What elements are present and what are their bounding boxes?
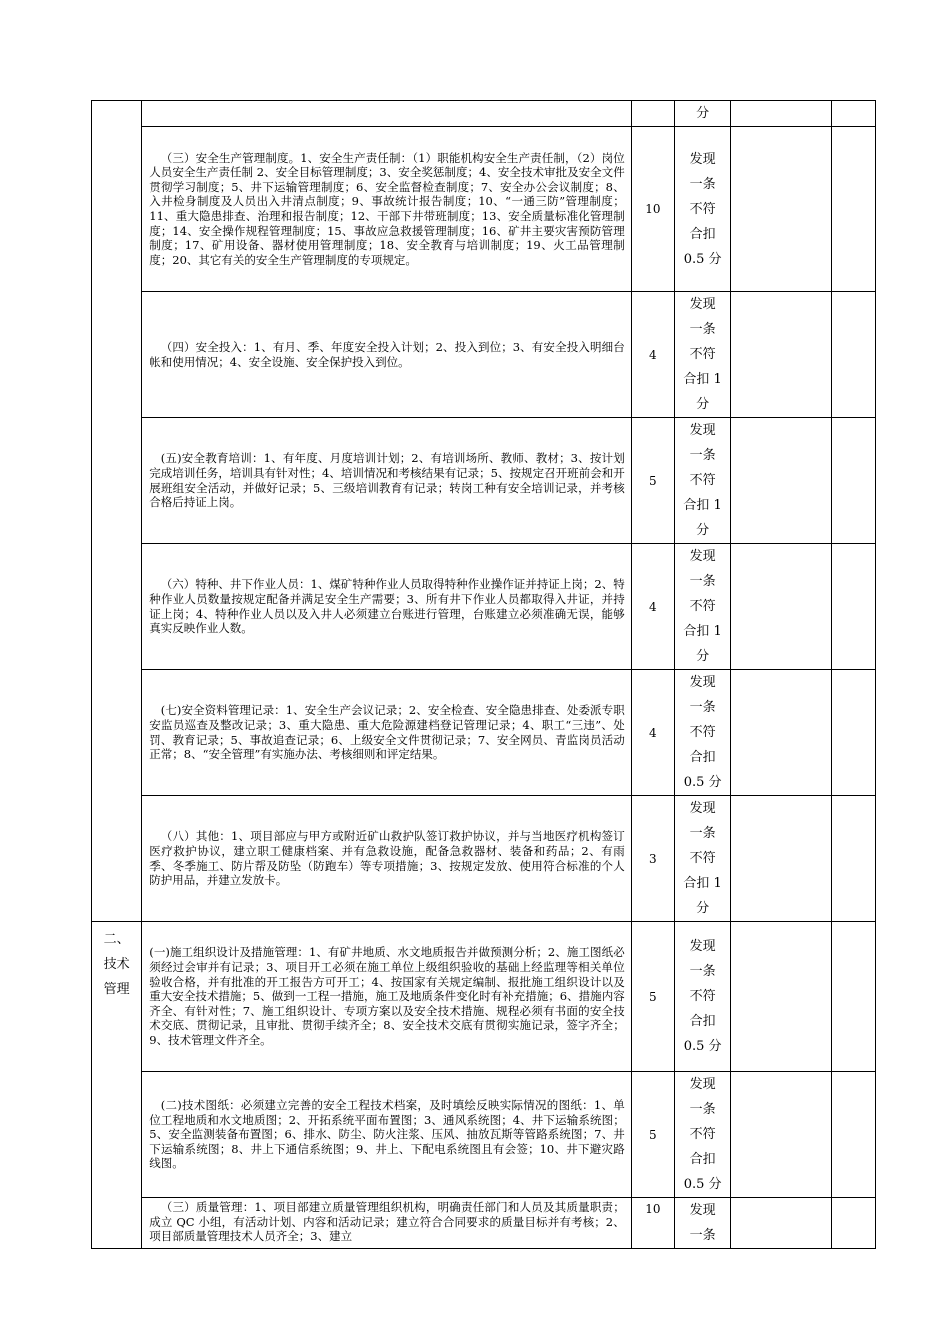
inspection-table xyxy=(91,100,876,1249)
remark-cell xyxy=(831,670,875,796)
points-cell: 5 xyxy=(631,922,674,1072)
criteria-line: 0.5 分 xyxy=(683,1039,722,1054)
score-cell xyxy=(731,796,832,922)
criteria-line: 不符 xyxy=(689,725,716,740)
criteria-line: 发现 xyxy=(689,939,716,954)
table-row xyxy=(92,796,876,922)
points-cell: 4 xyxy=(631,544,674,670)
criteria-cell xyxy=(674,101,730,127)
criteria-line: 一条 xyxy=(689,964,716,979)
table-row xyxy=(92,101,876,127)
remark-cell xyxy=(831,796,875,922)
criteria-line: 分 xyxy=(696,649,710,664)
points-cell: 3 xyxy=(631,796,674,922)
criteria-line: 不符 xyxy=(689,1127,716,1142)
item-cell: （三）安全生产管理制度。1、安全生产责任制：（1）职能机构安全生产责任制，（2）岗位人员安全生产责任制 2、安全目标管理制度；3、安全奖惩制度；4、安全技术审批及安全文件贯彻学习制度；5、井下运输管理制度；6、安全监督检查制度；7、安全办公会议制度；8、入井检身制度及人员出入井清点制度；9、事故统计报告制度；10、“一通三防”管理制度；11、重大隐患排查、治理和报告制度；12、干部下井带班制度；13、安全质量标准化管理制度；14、安全操作规程管理制度；15、事故应急救援管理制度；16、矿井主要灾害预防管理制度；17、矿用设备、器材使用管理制度；18、安全教育与培训制度；19、火工品管理制度；20、其它有关的安全生产管理制度的专项规定。 xyxy=(142,127,631,292)
criteria-cell xyxy=(674,796,730,922)
item-cell: (一)施工组织设计及措施管理：1、有矿井地质、水文地质报告并做预测分析；2、施工图纸必须经过会审并有记录；3、项目开工必须在施工单位上级组织验收的基础上经监理等相关单位验收合格，并有批准的开工报告方可开工；4、按国家有关规定编制、报批施工组织设计以及重大安全技术措施；5、做到一工程一措施，施工及地质条件变化时有补充措施；6、措施内容齐全、有针对性；7、施工组织设计、专项方案以及安全技术措施、规程必须有书面的安全技术交底、贯彻记录，且审批、贯彻手续齐全；8、安全技术交底有贯彻实施记录，签字齐全；9、技术管理文件齐全。 xyxy=(142,922,631,1072)
criteria-cell xyxy=(674,544,730,670)
table-row xyxy=(92,670,876,796)
criteria-line: 合扣 1 xyxy=(683,498,722,513)
item-cell: (七)安全资料管理记录：1、安全生产会议记录；2、安全检查、安全隐患排查、处委派专职安监员巡查及整改记录；3、重大隐患、重大危险源建档登记管理记录；4、职工“三违”、处罚、教育记录；5、事故追查记录；6、上级安全文件贯彻记录；7、安全网员、青监岗员活动正常；8、“安全管理”有实施办法、考核细则和评定结果。 xyxy=(142,670,631,796)
criteria-line: 分 xyxy=(696,106,710,121)
remark-cell xyxy=(831,101,875,127)
item-cell: (五)安全教育培训：1、有年度、月度培训计划；2、有培训场所、教师、教材；3、按计划完成培训任务，培训具有针对性；4、培训情况和考核结果有记录；5、按规定召开班前会和开展班组安全活动，并做好记录；5、三级培训教育有记录；转岗工种有安全培训记录，并考核合格后持证上岗。 xyxy=(142,418,631,544)
category-line: 管理 xyxy=(103,982,130,997)
criteria-cell xyxy=(674,1198,730,1249)
criteria-line: 发现 xyxy=(689,549,716,564)
table-row xyxy=(92,1198,876,1249)
criteria-line: 不符 xyxy=(689,599,716,614)
table-row xyxy=(92,1072,876,1198)
remark-cell xyxy=(831,418,875,544)
remark-cell xyxy=(831,544,875,670)
criteria-line: 不符 xyxy=(689,989,716,1004)
points-cell: 5 xyxy=(631,418,674,544)
criteria-line: 发现 xyxy=(689,297,716,312)
score-cell xyxy=(731,922,832,1072)
criteria-line: 一条 xyxy=(689,1102,716,1117)
criteria-line: 0.5 分 xyxy=(683,1177,722,1192)
item-cell: （四）安全投入：1、有月、季、年度安全投入计划；2、投入到位；3、有安全投入明细台帐和使用情况；4、安全设施、安全保护投入到位。 xyxy=(142,292,631,418)
score-cell xyxy=(731,670,832,796)
criteria-line: 合扣 1 xyxy=(683,624,722,639)
criteria-cell xyxy=(674,670,730,796)
criteria-cell xyxy=(674,292,730,418)
score-cell xyxy=(731,292,832,418)
score-cell xyxy=(731,1198,832,1249)
criteria-line: 合扣 1 xyxy=(683,876,722,891)
criteria-line: 合扣 xyxy=(689,1152,716,1167)
score-cell xyxy=(731,418,832,544)
criteria-line: 分 xyxy=(696,901,710,916)
criteria-cell xyxy=(674,922,730,1072)
table-row xyxy=(92,292,876,418)
criteria-line: 发现 xyxy=(689,675,716,690)
criteria-line: 不符 xyxy=(689,473,716,488)
criteria-line: 0.5 分 xyxy=(683,775,722,790)
table-row xyxy=(92,922,876,1072)
criteria-line: 一条 xyxy=(689,574,716,589)
criteria-line: 不符 xyxy=(689,201,716,217)
score-cell xyxy=(731,544,832,670)
criteria-line: 不符 xyxy=(689,851,716,866)
criteria-cell xyxy=(674,1072,730,1198)
criteria-line: 合扣 xyxy=(689,1014,716,1029)
criteria-line: 一条 xyxy=(689,826,716,841)
remark-cell xyxy=(831,922,875,1072)
item-cell: （八）其他：1、项目部应与甲方或附近矿山救护队签订救护协议，并与当地医疗机构签订医疗救护协议，建立职工健康档案、并有急救设施，配备急救器材、装备和药品；2、有雨季、冬季施工、防片帮及防坠（防跑车）等专项措施；3、按规定发放、使用符合标准的个人防护用品，并建立发放卡。 xyxy=(142,796,631,922)
criteria-line: 一条 xyxy=(689,700,716,715)
category-line: 技术 xyxy=(103,957,130,972)
criteria-cell xyxy=(674,418,730,544)
criteria-line: 分 xyxy=(696,397,710,412)
criteria-line: 发现 xyxy=(689,151,716,167)
category-label xyxy=(92,922,141,1002)
points-cell: 4 xyxy=(631,670,674,796)
criteria-cell xyxy=(674,127,730,292)
criteria-line: 一条 xyxy=(689,448,716,463)
table-row xyxy=(92,544,876,670)
points-cell: 10 xyxy=(631,127,674,292)
remark-cell xyxy=(831,1198,875,1249)
criteria-line: 发现 xyxy=(689,1203,716,1218)
criteria-line: 一条 xyxy=(689,322,716,337)
criteria-line: 发现 xyxy=(689,801,716,816)
category-cell-safety xyxy=(92,101,142,922)
table-row xyxy=(92,127,876,292)
remark-cell xyxy=(831,292,875,418)
category-line: 二、 xyxy=(103,932,130,947)
points-cell: 10 xyxy=(631,1198,674,1249)
item-cell: （六）特种、井下作业人员：1、煤矿特种作业人员取得特种作业操作证并持证上岗；2、特种作业人员数量按规定配备并满足安全生产需要；3、所有井下作业人员都取得入井证，并持证上岗；4、特种作业人员以及入井人必须建立台账进行管理，台账建立必须准确无误，能够真实反映作业人数。 xyxy=(142,544,631,670)
criteria-line: 合扣 xyxy=(689,750,716,765)
item-cell: （三）质量管理：1、项目部建立质量管理组织机构，明确责任部门和人员及其质量职责；成立 QC 小组，有活动计划、内容和活动记录；建立符合合同要求的质量目标并有考核；2、项目部质量管理技术人员齐全；3、建立 xyxy=(142,1198,631,1249)
score-cell xyxy=(731,101,832,127)
item-cell xyxy=(142,101,631,127)
category-cell-tech xyxy=(92,922,142,1249)
score-cell xyxy=(731,127,832,292)
table-row xyxy=(92,418,876,544)
remark-cell xyxy=(831,127,875,292)
points-cell xyxy=(631,101,674,127)
criteria-line: 分 xyxy=(696,523,710,538)
item-cell: (二)技术图纸：必须建立完善的安全工程技术档案，及时填绘反映实际情况的图纸：1、单位工程地质和水文地质图；2、开拓系统平面布置图；3、通风系统图；4、井下运输系统图；5、安全监测装备布置图；6、排水、防尘、防火注浆、压风、抽放瓦斯等管路系统图；7、井下运输系统图；8、井上下通信系统图；9、井上、下配电系统图且有会签；10、井下避灾路线图。 xyxy=(142,1072,631,1198)
criteria-line: 一条 xyxy=(689,176,716,192)
points-cell: 5 xyxy=(631,1072,674,1198)
criteria-line: 合扣 xyxy=(689,226,716,242)
criteria-line: 0.5 分 xyxy=(683,251,722,267)
criteria-line: 合扣 1 xyxy=(683,372,722,387)
remark-cell xyxy=(831,1072,875,1198)
criteria-line: 发现 xyxy=(689,423,716,438)
criteria-line: 发现 xyxy=(689,1077,716,1092)
criteria-line: 不符 xyxy=(689,347,716,362)
score-cell xyxy=(731,1072,832,1198)
criteria-line: 一条 xyxy=(689,1228,716,1243)
points-cell: 4 xyxy=(631,292,674,418)
